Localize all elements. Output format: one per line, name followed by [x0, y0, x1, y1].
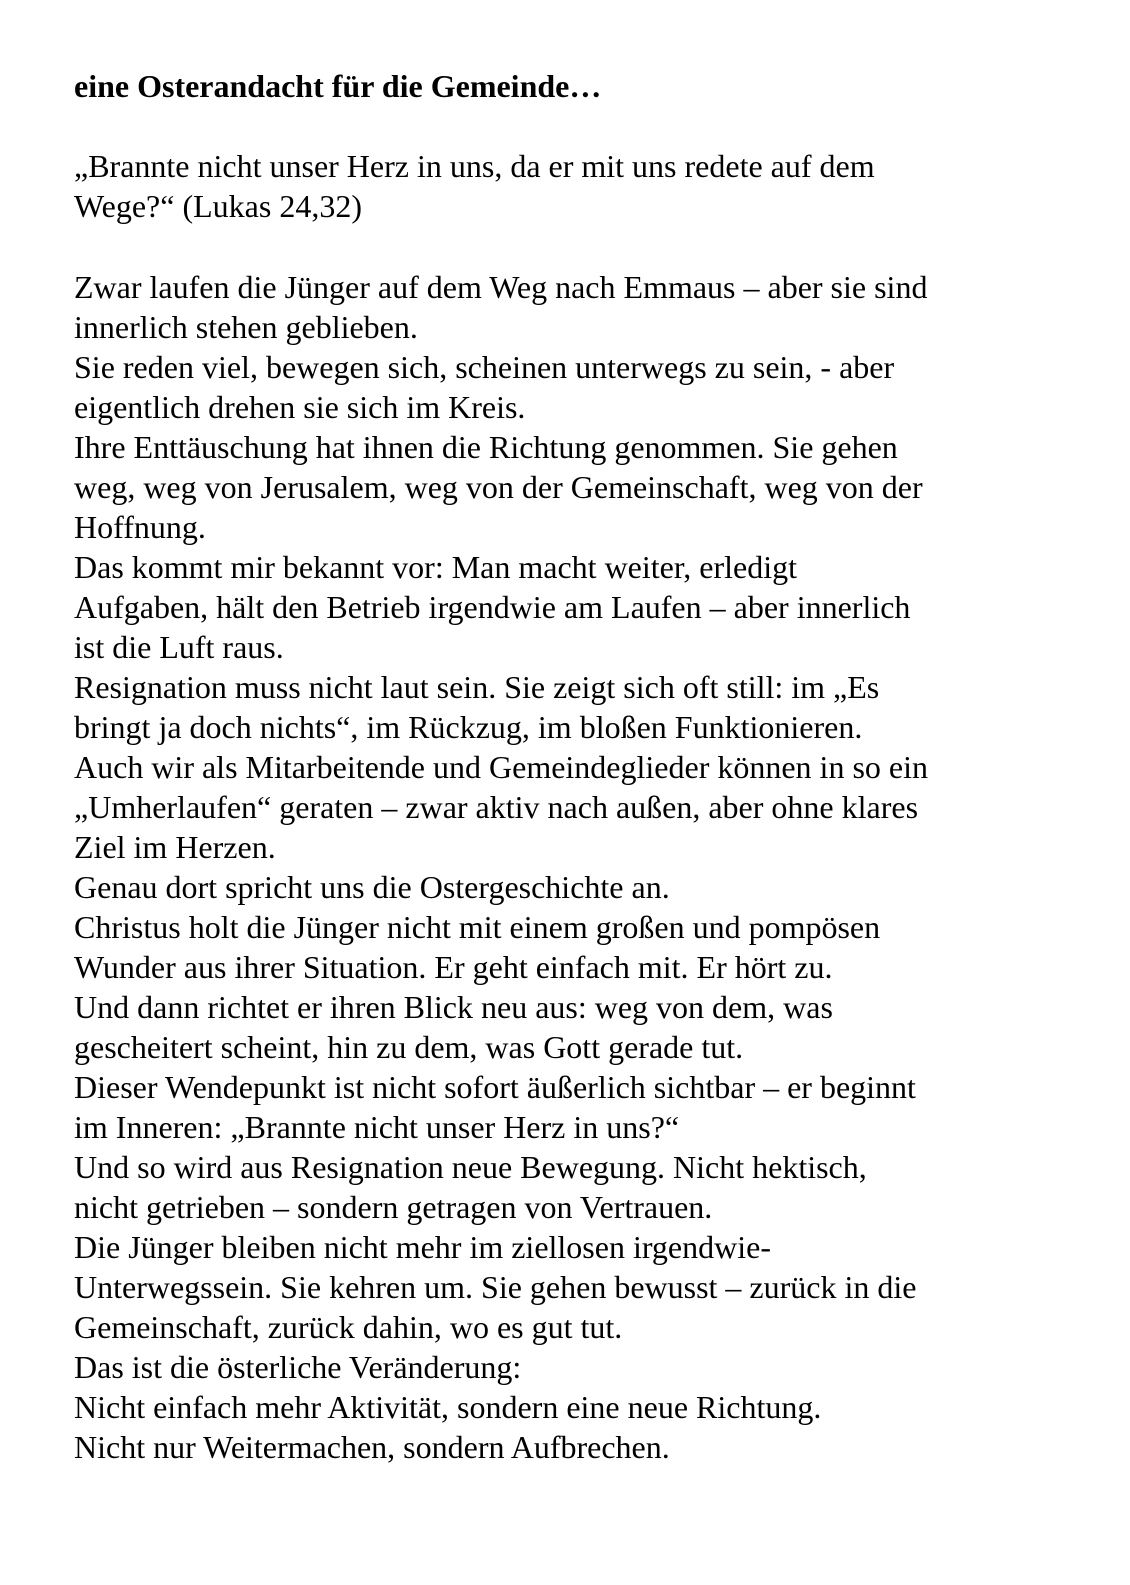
body-line: Und so wird aus Resignation neue Bewegung. Nicht hektisch,: [74, 1149, 867, 1185]
document-title: eine Osterandacht für die Gemeinde…: [74, 68, 602, 104]
body-line: Ihre Enttäuschung hat ihnen die Richtung genommen. Sie gehen: [74, 429, 898, 465]
bible-quote: [74, 146, 1074, 226]
body-line: Genau dort spricht uns die Ostergeschichte an.: [74, 869, 670, 905]
body-line: eigentlich drehen sie sich im Kreis.: [74, 389, 526, 425]
body-line: Zwar laufen die Jünger auf dem Weg nach Emmaus – aber sie sind: [74, 269, 928, 305]
body-line: nicht getrieben – sondern getragen von Vertrauen.: [74, 1189, 713, 1225]
body-line: im Inneren: „Brannte nicht unser Herz in uns?“: [74, 1109, 680, 1145]
body-line: Christus holt die Jünger nicht mit einem großen und pompösen: [74, 909, 881, 945]
body-line: gescheitert scheint, hin zu dem, was Gott gerade tut.: [74, 1029, 744, 1065]
body-line: Ziel im Herzen.: [74, 829, 276, 865]
body-line: Gemeinschaft, zurück dahin, wo es gut tut.: [74, 1309, 623, 1345]
body-line: Dieser Wendepunkt ist nicht sofort äußerlich sichtbar – er beginnt: [74, 1069, 916, 1105]
body-line: bringt ja doch nichts“, im Rückzug, im bloßen Funktionieren.: [74, 709, 863, 745]
body-line: Resignation muss nicht laut sein. Sie zeigt sich oft still: im „Es: [74, 669, 880, 705]
body-line: Nicht nur Weitermachen, sondern Aufbrechen.: [74, 1429, 670, 1465]
body-line: innerlich stehen geblieben.: [74, 309, 418, 345]
body-line: Nicht einfach mehr Aktivität, sondern eine neue Richtung.: [74, 1389, 822, 1425]
document-content: [74, 66, 1074, 1467]
body-line: weg, weg von Jerusalem, weg von der Gemeinschaft, weg von der: [74, 469, 923, 505]
body-line: Auch wir als Mitarbeitende und Gemeindeglieder können in so ein: [74, 749, 928, 785]
body-line: Hoffnung.: [74, 509, 206, 545]
body-line: Das ist die österliche Veränderung:: [74, 1349, 522, 1385]
body-line: Sie reden viel, bewegen sich, scheinen unterwegs zu sein, - aber: [74, 349, 895, 385]
quote-line: „Brannte nicht unser Herz in uns, da er mit uns redete auf dem: [74, 148, 875, 184]
body-line: „Umherlaufen“ geraten – zwar aktiv nach außen, aber ohne klares: [74, 789, 919, 825]
body-line: Aufgaben, hält den Betrieb irgendwie am Laufen – aber innerlich: [74, 589, 911, 625]
body-line: Die Jünger bleiben nicht mehr im ziellosen irgendwie-: [74, 1229, 771, 1265]
body-line: Unterwegssein. Sie kehren um. Sie gehen bewusst – zurück in die: [74, 1269, 917, 1305]
quote-line: Wege?“ (Lukas 24,32): [74, 188, 362, 224]
body-line: ist die Luft raus.: [74, 629, 284, 665]
body-line: Wunder aus ihrer Situation. Er geht einfach mit. Er hört zu.: [74, 949, 833, 985]
body-text: [74, 267, 1074, 1467]
body-line: Das kommt mir bekannt vor: Man macht weiter, erledigt: [74, 549, 797, 585]
body-line: Und dann richtet er ihren Blick neu aus: weg von dem, was: [74, 989, 833, 1025]
